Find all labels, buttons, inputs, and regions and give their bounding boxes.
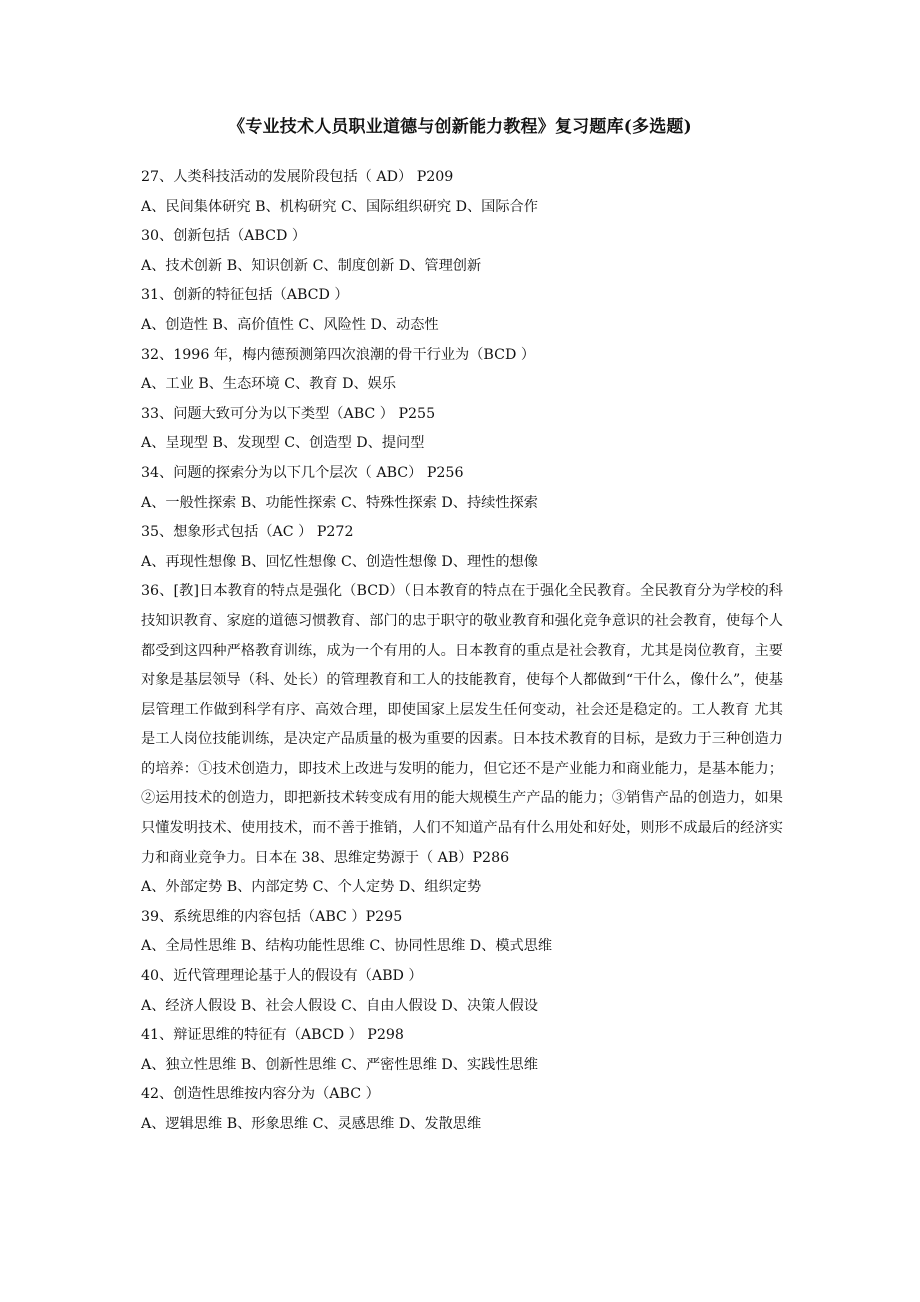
question-40: 40、近代管理理论基于人的假设有（ABD ）: [141, 968, 423, 985]
options-38: A、外部定势 B、内部定势 C、个人定势 D、组织定势: [141, 879, 482, 896]
options-30: A、技术创新 B、知识创新 C、制度创新 D、管理创新: [141, 257, 482, 274]
options-42: A、逻辑思维 B、形象思维 C、灵感思维 D、发散思维: [141, 1116, 482, 1132]
document-title: 《专业技术人员职业道德与创新能力教程》复习题库(多选题): [228, 117, 692, 137]
question-27: 27、人类科技活动的发展阶段包括（ AD） P209: [141, 169, 454, 185]
question-30: 30、创新包括（ABCD ）: [141, 228, 307, 245]
question-39: 39、系统思维的内容包括（ABC ）P295: [141, 908, 403, 925]
question-36-paragraph: 36、[教]日本教育的特点是强化（BCD）（日本教育的特点在于强化全民教育。全民教育分为学校的科技知识教育、家庭的道德习惯教育、部门的忠于职守的敬业教育和强化竞争意识的社会教育，使每个人都受到这四种严格教育训练，成为一个有用的人。日本教育的重点是社会教育，尤其是岗位教育，主要对象是基层领导（科、处长）的管理教育和工人的技能教育，使每个人都做到“干什么，像什么”，使基层管理工作做到科学有序、高效合理，即使国家上层发生任何变动，社会还是稳定的。工人教育 尤其是工人岗位技能训练，是决定产品质量的极为重要的因素。日本技术教育的目标，是致力于三种创造力的培养：①技术创造力，即技术上改进与发明的能力，但它还不是产业能力和商业能力，是基本能力；②运用技术的创造力，即把新技术转变成有用的能大规模生产产品的能力；③销售产品的创造力，如果只懂发明技术、使用技术，而不善于推销，人们不知道产品有什么用处和好处，则形不成最后的经济实力和商业竞争力。日本在 38、思维定势源于（ AB）P286: [141, 583, 783, 866]
question-31: 31、创新的特征包括（ABCD ）: [141, 287, 349, 304]
options-32: A、工业 B、生态环境 C、教育 D、娱乐: [141, 376, 397, 393]
question-list: [141, 163, 783, 1140]
question-34: 34、问题的探索分为以下几个层次（ ABC） P256: [141, 464, 464, 481]
options-33: A、呈现型 B、发现型 C、创造型 D、提问型: [141, 435, 425, 452]
options-31: A、创造性 B、高价值性 C、风险性 D、动态性: [141, 316, 439, 333]
options-40: A、经济人假设 B、社会人假设 C、自由人假设 D、决策人假设: [141, 997, 538, 1014]
question-41: 41、辩证思维的特征有（ABCD ） P298: [141, 1027, 404, 1044]
options-27: A、民间集体研究 B、机构研究 C、国际组织研究 D、国际合作: [141, 198, 538, 215]
options-35: A、再现性想像 B、回忆性想像 C、创造性想像 D、理性的想像: [141, 553, 538, 570]
question-33: 33、问题大致可分为以下类型（ABC ） P255: [141, 405, 436, 422]
options-39: A、全局性思维 B、结构功能性思维 C、协同性思维 D、模式思维: [141, 938, 553, 955]
question-35: 35、想象形式包括（AC ） P272: [141, 524, 354, 541]
options-41: A、独立性思维 B、创新性思维 C、严密性思维 D、实践性思维: [141, 1056, 538, 1073]
question-32: 32、1996 年，梅内德预测第四次浪潮的骨干行业为（BCD ）: [141, 346, 536, 363]
options-34: A、一般性探索 B、功能性探索 C、特殊性探索 D、持续性探索: [141, 494, 538, 511]
question-42: 42、创造性思维按内容分为（ABC ）: [141, 1086, 380, 1103]
